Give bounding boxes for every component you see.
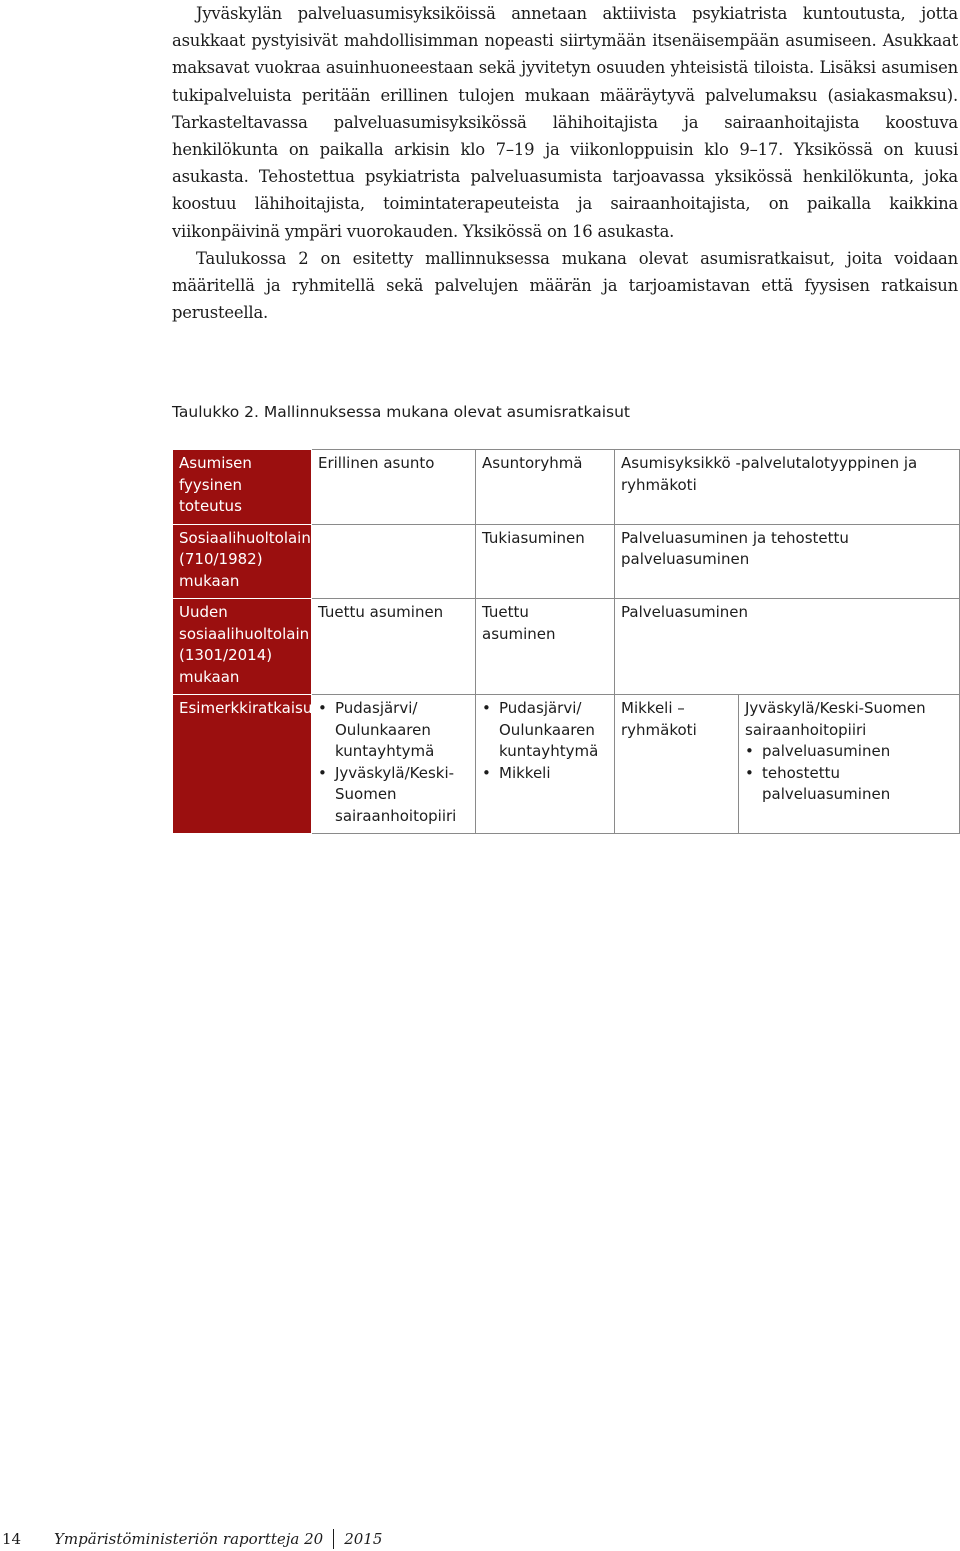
list-item: • Jyväskylä/Keski-Suomen sairaanhoitopiiri xyxy=(318,763,455,828)
publication-title: Ympäristöministeriön raportteja 20 xyxy=(54,1530,324,1548)
table-row xyxy=(173,524,960,599)
row-header: Esimerkkiratkaisut xyxy=(173,695,312,834)
table-cell: Mikkeli – ryhmäkoti xyxy=(615,695,739,834)
row-header: Asumisen fyysinen toteutus xyxy=(173,450,312,525)
table-cell: Tuettu asuminen xyxy=(312,599,476,695)
example-list xyxy=(318,698,455,827)
publication-year: 2015 xyxy=(344,1530,383,1548)
example-title: Jyväskylä/Keski-Suomen sairaanhoitopiiri xyxy=(745,699,926,739)
example-list xyxy=(745,741,954,806)
table-cell xyxy=(476,695,615,834)
table-caption: Taulukko 2. Mallinnuksessa mukana olevat asumisratkaisut xyxy=(172,403,630,421)
list-item: • Pudasjärvi/ Oulunkaaren kuntayhtymä xyxy=(318,698,455,763)
table-cell: Palveluasuminen xyxy=(615,599,960,695)
table-row xyxy=(173,695,960,834)
table-cell: Tukiasuminen xyxy=(476,524,615,599)
example-list xyxy=(482,698,609,784)
list-item: • tehostettu palveluasuminen xyxy=(745,763,954,806)
table-row xyxy=(173,450,960,525)
body-text xyxy=(172,0,958,326)
paragraph: Taulukossa 2 on esitetty mallinnuksessa mukana olevat asumisratkaisut, joita voidaan määritellä ja ryhmitellä sekä palvelujen määrän ja tarjoamistavan että fyysisen ratkaisun perusteella. xyxy=(172,248,958,323)
paragraph: Jyväskylän palveluasumisyksiköissä annetaan aktiivista psykiatrista kuntoutusta, jotta asukkaat pystyisivät mahdollisimman nopeasti siirtymään itsenäisempään asumiseen. Asukkaat maksavat vuokraa asuinhuoneestaan sekä jyvitetyn osuuden yhteisistä tiloista. Lisäksi asumisen tukipalveluista peritään erillinen tulojen mukaan määräytyvä palvelumaksu (asiakasmaksu). Tarkasteltavassa palveluasumisyksikössä lähihoitajista ja sairaanhoitajista koostuva henkilökunta on paikalla arkisin klo 7–19 ja viikonloppuisin klo 9–17. Yksikössä on kuusi asukasta. Tehostettua psykiatrista palveluasumista tarjoavassa yksikössä henkilökunta, joka koostuu lähihoitajista, toimintaterapeuteista ja sairaanhoitajista, on paikalla kaikkina viikonpäivinä ympäri vuorokauden. Yksikössä on 16 asukasta. xyxy=(172,4,958,241)
row-header: Uuden sosiaalihuoltolain (1301/2014) mukaan xyxy=(173,599,312,695)
page-footer xyxy=(0,1527,382,1551)
table-row xyxy=(173,599,960,695)
table-cell xyxy=(312,524,476,599)
table-cell: Erillinen asunto xyxy=(312,450,476,525)
table-cell xyxy=(312,695,476,834)
table-cell: Asumisyksikkö -palvelutalotyyppinen ja ryhmäkoti xyxy=(615,450,960,525)
table-cell xyxy=(739,695,960,834)
table-cell: Tuettu asuminen xyxy=(476,599,615,695)
table-cell: Asuntoryhmä xyxy=(476,450,615,525)
list-item: • Mikkeli xyxy=(482,763,609,785)
footer-divider xyxy=(333,1529,334,1549)
row-header: Sosiaalihuoltolain (710/1982) mukaan xyxy=(173,524,312,599)
page-number: 14 xyxy=(2,1530,22,1548)
list-item: • palveluasuminen xyxy=(745,741,954,763)
table-cell: Palveluasuminen ja tehostettu palveluasuminen xyxy=(615,524,960,599)
list-item: • Pudasjärvi/ Oulunkaaren kuntayhtymä xyxy=(482,698,609,763)
housing-solutions-table xyxy=(172,449,960,834)
